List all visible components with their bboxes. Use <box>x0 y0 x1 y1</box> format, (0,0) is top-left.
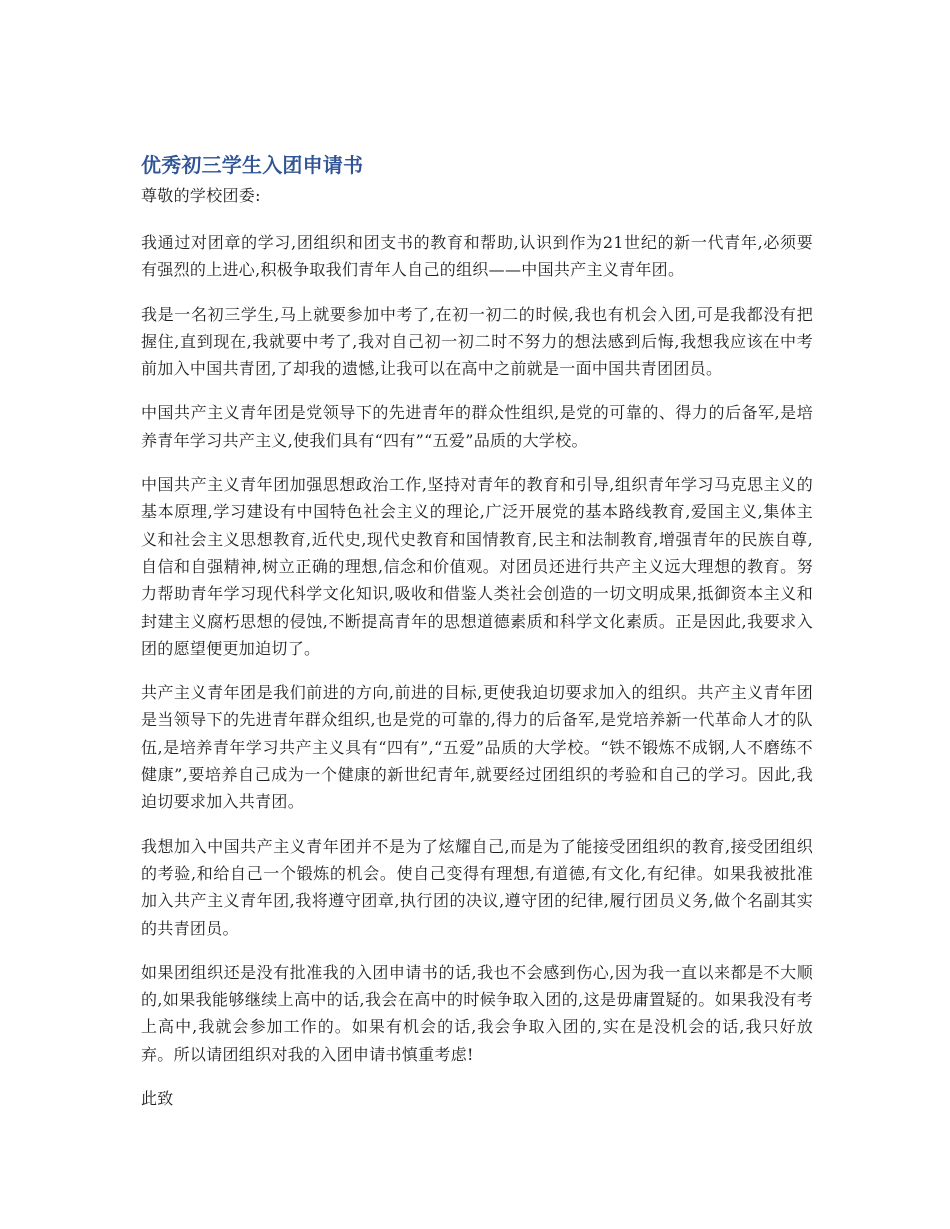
closing-line: 此致 <box>141 1089 174 1109</box>
body-paragraph-1: 我通过对团章的学习,团组织和团支书的教育和帮助,认识到作为21世纪的新一代青年,必须要有强烈的上进心,积极争取我们青年人自己的组织——中国共产主义青年团。 <box>141 233 813 280</box>
body-paragraph-6: 我想加入中国共产主义青年团并不是为了炫耀自己,而是为了能接受团组织的教育,接受团组织的考验,和给自己一个锻炼的机会。使自己变得有理想,有道德,有文化,有纪律。如果我被批准加入共产主义青年团,我将遵守团章,执行团的决议,遵守团的纪律,履行团员义务,做个名副其实的共青团员。 <box>141 836 813 938</box>
body-paragraph-7: 如果团组织还是没有批准我的入团申请书的话,我也不会感到伤心,因为我一直以来都是不大顺的,如果我能够继续上高中的话,我会在高中的时候争取入团的,这是毋庸置疑的。如果我没有考上高中,我就会参加工作的。如果有机会的话,我会争取入团的,实在是没机会的话,我只好放弃。所以请团组织对我的入团申请书慎重考虑! <box>141 962 813 1064</box>
salutation: 尊敬的学校团委: <box>141 186 261 205</box>
document-page <box>141 150 813 1112</box>
body-paragraph-5: 共产主义青年团是我们前进的方向,前进的目标,更使我迫切要求加入的组织。共产主义青年团是当领导下的先进青年群众组织,也是党的可靠的,得力的后备军,是党培养新一代革命人才的队伍,是培养青年学习共产主义具有“四有”,“五爱”品质的大学校。“铁不锻炼不成钢,人不磨练不健康”,要培养自己成为一个健康的新世纪青年,就要经过团组织的考验和自己的学习。因此,我迫切要求加入共青团。 <box>141 683 813 812</box>
body-paragraph-4: 中国共产主义青年团加强思想政治工作,坚持对青年的教育和引导,组织青年学习马克思主义的基本原理,学习建设有中国特色社会主义的理论,广泛开展党的基本路线教育,爱国主义,集体主义和社会主义思想教育,近代史,现代史教育和国情教育,民主和法制教育,增强青年的民族自尊,自信和自强精神,树立正确的理想,信念和价值观。对团员还进行共产主义远大理想的教育。努力帮助青年学习现代科学文化知识,吸收和借鉴人类社会创造的一切文明成果,抵御资本主义和封建主义腐朽思想的侵蚀,不断提高青年的思想道德素质和科学文化素质。正是因此,我要求入团的愿望便更加迫切了。 <box>141 475 813 658</box>
body-paragraph-3: 中国共产主义青年团是党领导下的先进青年的群众性组织,是党的可靠的、得力的后备军,是培养青年学习共产主义,使我们具有“四有”“五爱”品质的大学校。 <box>141 403 813 450</box>
body-paragraph-2: 我是一名初三学生,马上就要参加中考了,在初一初二的时候,我也有机会入团,可是我都没有把握住,直到现在,我就要中考了,我对自己初一初二时不努力的想法感到后悔,我想我应该在中考前加入中国共青团,了却我的遗憾,让我可以在高中之前就是一面中国共青团团员。 <box>141 304 813 379</box>
document-title: 优秀初三学生入团申请书 <box>141 153 364 177</box>
